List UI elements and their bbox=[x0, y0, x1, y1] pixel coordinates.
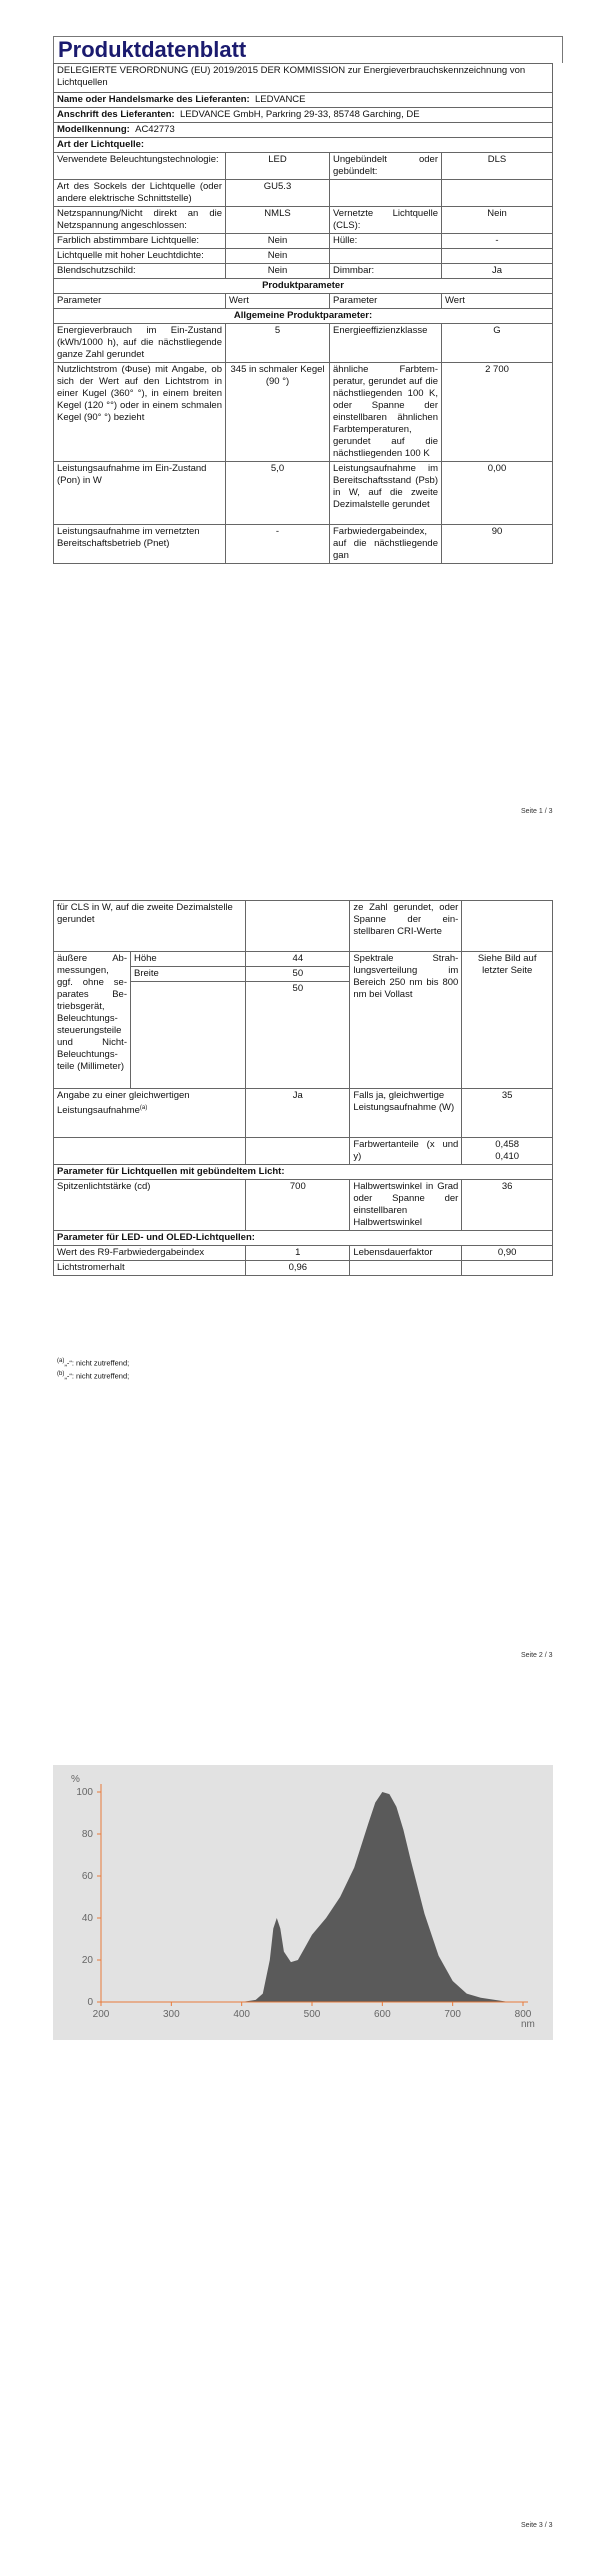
y-axis-label: % bbox=[71, 1774, 80, 1785]
y-tick-label: 80 bbox=[81, 1829, 93, 1840]
table-row: Farblich abstimmbare Lichtquelle: Nein Hülle: - bbox=[54, 234, 553, 249]
dimensions-label: äußere Abmessungen, ggf. ohne separates Betriebsgerät, Beleuchtungssteuerungsteile und Nicht-Beleuchtungsteile (Millimeter) bbox=[54, 952, 131, 1089]
table-row: Blendschutzschild: Nein Dimmbar: Ja bbox=[54, 264, 553, 279]
table-row: Lichtstromerhalt 0,96 bbox=[54, 1261, 553, 1276]
general-params-heading: Allgemeine Produktparameter: bbox=[54, 309, 553, 324]
equiv-label: Angabe zu einer gleichwertigen Leistungsaufnahme$^{(a)}$ bbox=[54, 1089, 246, 1138]
x-tick-label: 700 bbox=[444, 2009, 462, 2020]
product-params-heading: Produktparameter bbox=[54, 279, 553, 294]
table-row: Verwendete Beleuchtungstechnologie: LED Ungebündelt oder gebündelt: DLS bbox=[54, 153, 553, 180]
table-row: Energieverbrauch im Ein-Zustand (kWh/1000 h), auf die nächstliegende ganze Zahl gerundet 5 Energieeffizienzklasse G bbox=[54, 324, 553, 363]
table-row: Leistungsaufnahme im Ein-Zustand (Pon) in W 5,0 Leistungsaufnahme im Bereitschaftsstand (Psb) in W, auf die zweite Dezimalstelle gerundet 0,00 bbox=[54, 462, 553, 525]
y-tick-label: 40 bbox=[81, 1913, 93, 1924]
directional-heading: Parameter für Lichtquellen mit gebündeltem Licht: bbox=[54, 1165, 553, 1180]
y-tick-label: 20 bbox=[81, 1955, 93, 1966]
params-table-continued bbox=[53, 900, 553, 1276]
footnote: $^{(a)}$„-“: nicht zutreffend; bbox=[57, 1358, 130, 1368]
page-number: Seite 3 / 3 bbox=[521, 2522, 553, 2529]
spectrum-area bbox=[242, 1792, 509, 2002]
y-tick-label: 60 bbox=[81, 1871, 93, 1882]
supplier-address-row: Anschrift des Lieferanten: LEDVANCE GmbH, Parkring 29-33, 85748 Garching, DE bbox=[54, 108, 553, 123]
light-source-heading: Art der Lichtquelle: bbox=[54, 138, 553, 153]
regulation-text: DELEGIERTE VERORDNUNG (EU) 2019/2015 DER KOMMISSION zur Energieverbrauchskennzeichnung von Lichtquellen bbox=[54, 64, 553, 93]
footnotes bbox=[57, 1356, 129, 1381]
table-row: Farbwertanteile (x und y) 0,458 0,410 bbox=[54, 1138, 553, 1165]
table-header-row: Parameter Wert Parameter Wert bbox=[54, 294, 553, 309]
x-tick-label: 200 bbox=[92, 2009, 110, 2020]
header-table bbox=[53, 63, 553, 564]
y-tick-label: 100 bbox=[76, 1787, 93, 1798]
x-tick-label: 500 bbox=[303, 2009, 321, 2020]
table-row: Angabe zu einer gleichwertigen Leistungsaufnahme$^{(a)}$ Ja Falls ja, gleichwertige Leistungsaufnahme (W) 35 bbox=[54, 1089, 553, 1138]
table-row: Netzspannung/Nicht direkt an die Netzspannung angeschlossen: NMLS Vernetzte Lichtquelle (CLS): Nein bbox=[54, 207, 553, 234]
table-row: Breite 50 bbox=[54, 967, 553, 982]
model-row: Modellkennung: AC42773 bbox=[54, 123, 553, 138]
table-row: Leistungsaufnahme im vernetzten Bereitschaftsbetrieb (Pnet) - Farbwiedergabeindex, auf die nächstliegende gan 90 bbox=[54, 525, 553, 564]
page-number: Seite 2 / 3 bbox=[521, 1652, 553, 1659]
x-tick-label: 600 bbox=[373, 2009, 391, 2020]
table-row: Wert des R9-Farbwiedergabeindex 1 Lebensdauerfaktor 0,90 bbox=[54, 1246, 553, 1261]
spectral-distribution-chart bbox=[53, 1765, 553, 2040]
page-2 bbox=[0, 880, 603, 1680]
table-row: äußere Abmessungen, ggf. ohne separates Betriebsgerät, Beleuchtungssteuerungsteile und Nicht-Beleuchtungsteile (Millimeter) Höhe 44 Spektrale Strahlungsverteilung im Bereich 250 nm bis 800 nm bei Vollast Siehe Bild auf letzter Seite bbox=[54, 952, 553, 967]
x-tick-label: 400 bbox=[233, 2009, 251, 2020]
supplier-name-row: Name oder Handelsmarke des Lieferanten: LEDVANCE bbox=[54, 93, 553, 108]
footnote: $^{(b)}$„-“: nicht zutreffend; bbox=[57, 1370, 130, 1380]
table-row: Spitzenlichtstärke (cd) 700 Halbwertswinkel in Grad oder Spanne der einstellbaren Halbwertswinkel 36 bbox=[54, 1180, 553, 1231]
led-heading: Parameter für LED- und OLED-Lichtquellen: bbox=[54, 1231, 553, 1246]
page-title: Produktdatenblatt bbox=[53, 36, 563, 63]
chart-svg bbox=[53, 1765, 553, 2040]
x-tick-label: 800 bbox=[514, 2009, 532, 2020]
table-row: 50 bbox=[54, 982, 553, 1089]
table-row: Lichtquelle mit hoher Leuchtdichte: Nein bbox=[54, 249, 553, 264]
x-axis-label: nm bbox=[521, 2019, 535, 2030]
x-tick-label: 300 bbox=[162, 2009, 180, 2020]
table-row: Art des Sockels der Lichtquelle (oder andere elektrische Schnittstelle) GU5.3 bbox=[54, 180, 553, 207]
y-tick-label: 0 bbox=[87, 1997, 93, 2008]
page-number: Seite 1 / 3 bbox=[521, 808, 553, 815]
table-row: Nutzlichtstrom (Φuse) mit Angabe, ob sich der Wert auf den Lichtstrom in einer Kugel (360° °), in einem breiten Kegel (120 °°) oder in einem schmalen Kegel (90° °) bezieht 345 in schmaler Kegel (90 °) ähnliche Farbtemperatur, gerundet auf die nächstliegenden 100 K, oder Spanne der einstellbaren ähnlichen Farbtemperaturen, gerundet auf die nächstliegenden 100 K 2 700 bbox=[54, 363, 553, 462]
table-row: für CLS in W, auf die zweite Dezimalstelle gerundet ze Zahl gerundet, oder Spanne der einstellbaren CRI-Werte bbox=[54, 901, 553, 952]
page-1 bbox=[0, 0, 603, 820]
